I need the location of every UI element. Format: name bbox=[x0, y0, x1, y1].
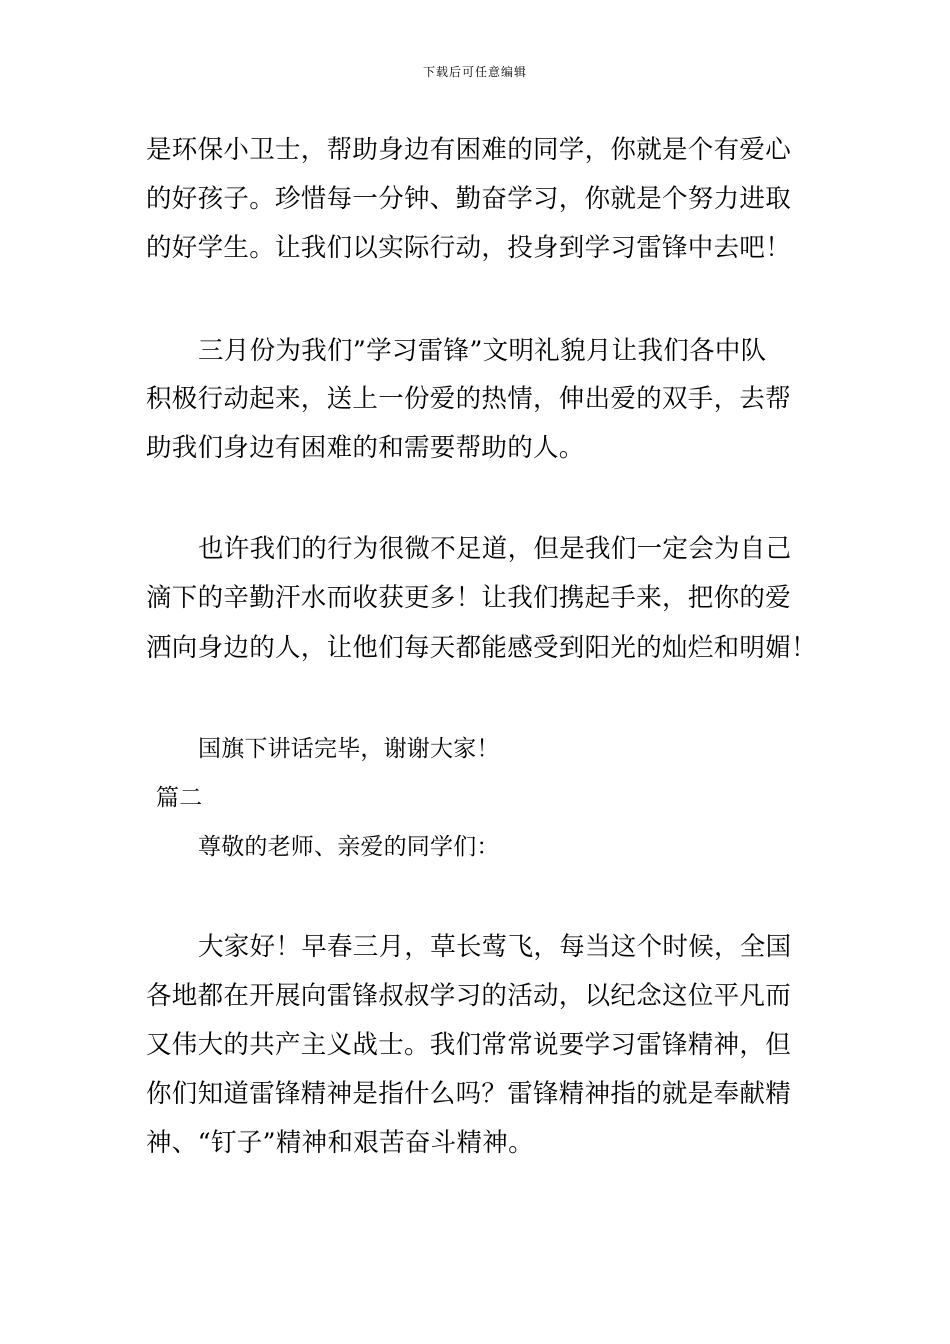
text-line: 洒向身边的人，让他们每天都能感受到阳光的灿烂和明媚！ bbox=[146, 633, 817, 663]
text-line: 又伟大的共产主义战士。我们常常说要学习雷锋精神，但 bbox=[146, 1030, 792, 1060]
text-line: 大家好！早春三月，草长莺飞，每当这个时候，全国 bbox=[198, 932, 792, 962]
page-header: 下载后可任意编辑 bbox=[422, 65, 527, 79]
text-line: 神、“钉子”精神和艰苦奋斗精神。 bbox=[146, 1128, 534, 1158]
text-line: 积极行动起来，送上一份爱的热情，伸出爱的双手，去帮 bbox=[146, 384, 792, 414]
text-line: 助我们身边有困难的和需要帮助的人。 bbox=[146, 433, 585, 463]
text-line: 你们知道雷锋精神是指什么吗？雷锋精神指的就是奉献精 bbox=[146, 1079, 792, 1109]
text-line: 也许我们的行为很微不足道，但是我们一定会为自己 bbox=[198, 534, 792, 564]
text-line: 的好学生。让我们以实际行动，投身到学习雷锋中去吧！ bbox=[146, 233, 792, 263]
salutation-line: 尊敬的老师、亲爱的同学们： bbox=[198, 834, 500, 860]
text-line: 各地都在开展向雷锋叔叔学习的活动，以纪念这位平凡而 bbox=[146, 981, 792, 1011]
text-line: 三月份为我们”学习雷锋”文明礼貌月让我们各中队 bbox=[198, 336, 767, 366]
text-line: 滴下的辛勤汗水而收获更多！让我们携起手来，把你的爱 bbox=[146, 583, 792, 613]
section-heading: 篇二 bbox=[156, 785, 203, 811]
text-line: 的好孩子。珍惜每一分钟、勤奋学习，你就是个努力进取 bbox=[146, 184, 792, 214]
text-line: 是环保小卫士，帮助身边有困难的同学，你就是个有爱心 bbox=[146, 135, 792, 165]
closing-line: 国旗下讲话完毕，谢谢大家！ bbox=[198, 736, 500, 762]
